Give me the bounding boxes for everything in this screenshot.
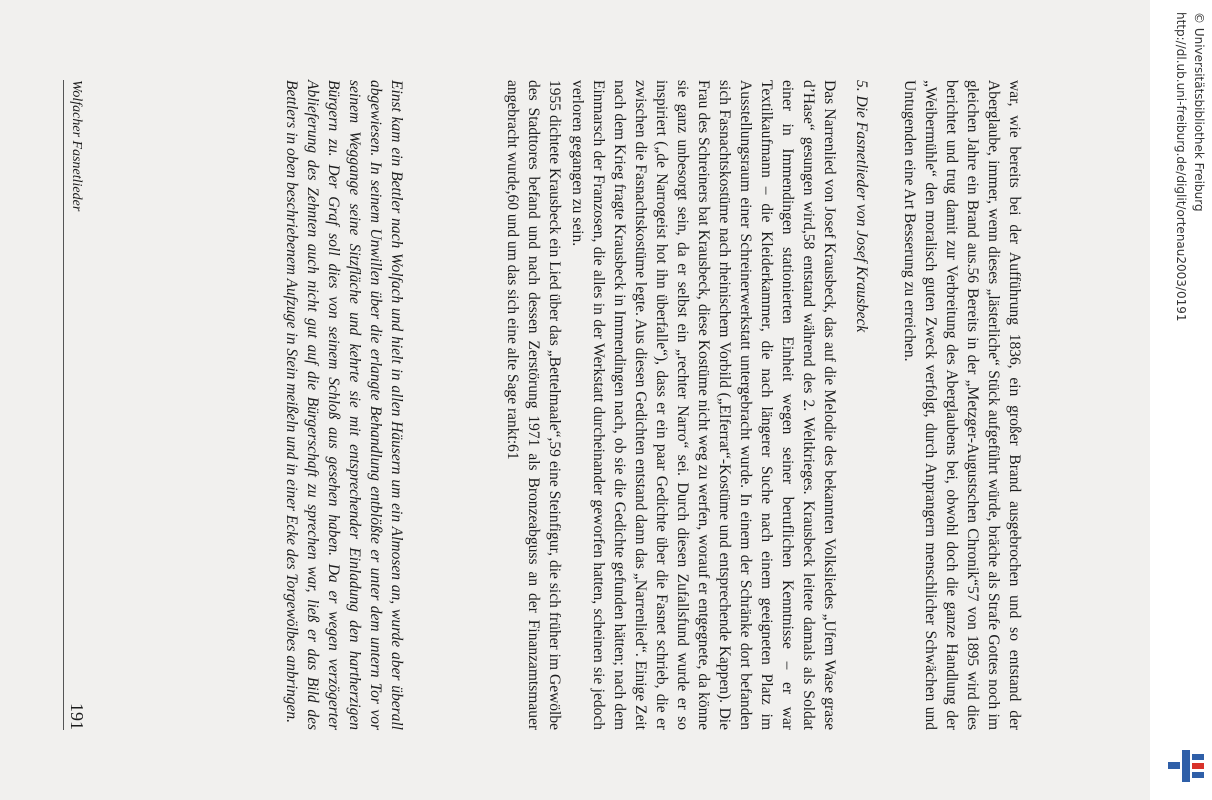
ub-freiburg-logo-icon	[1166, 746, 1206, 786]
paragraph: 1955 dichtete Krausbeck ein Lied über das „Bettelmaale“,59 eine Steinfigur, die sich früher im Gewölbe des Stadttores befand und nach dessen Zerstörung 1971 als Bronzeabguss an der Finanzamtsmauer angebracht wurde,60 und um das sich eine alte Sage rankt:61	[504, 80, 563, 730]
copyright-notice: © Universitätsbibliothek Freiburg	[1192, 12, 1206, 212]
page-number: 191	[67, 703, 87, 730]
section-heading: 5. Die Fasnetlieder von Josef Krausbeck	[853, 80, 870, 333]
quoted-legend: Einst kam ein Bettler nach Wolfach und hielt in allen Häusern um ein Almosen an, wurde aber überall abgewiesen. In seinem Unwillen über die erlangte Behandlung entblößte er unter dem untern Tor vor seinem Weggange seine Sitzfläche und kehrte sie mit entsprechender Einladung den hartherzigen Bürgern zu. Der Graf soll dies von seinem Schloß aus gesehen haben. Da er wegen verzögerter Ablieferung des Zehnten auch nicht gut auf die Bürgerschaft zu sprechen war, ließ er das Bild des Bettlers in oben beschriebenem Aufzuge in Stein meißeln und in einer Ecke des Torgewölbes anbringen.	[283, 80, 405, 730]
source-url-link[interactable]: http://dl.ub.uni-freiburg.de/diglit/ortenau2003/0191	[1174, 12, 1188, 322]
paragraph: war, wie bereits bei der Aufführung 1836, ein großer Brand ausgebrochen und so entstand der Aberglaube, immer, wenn dieses „lästerliche“ Stück aufgeführt würde, bräche als Strafe Gottes noch im gleichen Jahre ein Brand aus.56 Bereits in der „Metzger-Augustschen Chronik“57 von 1895 wird dies berichtet und trug damit zur Verbreitung des Aberglaubens bei, obwohl doch die ganze Handlung der „Weibermühle“ den moralisch guten Zweck verfolgt, durch Anprangern menschlicher Schwächen und Untugenden eine Art Besserung zu erreichen.	[901, 80, 1023, 730]
page-header	[63, 80, 94, 730]
running-head: Wolfacher Fasnetlieder	[69, 80, 84, 212]
paragraph: Das Narrenlied von Josef Krausbeck, das auf die Melodie des bekannten Volksliedes „Ufem Wase grase d’Hase“ gesungen wird,58 entstand während des 2. Weltkrieges. Krausbeck leitete damals als Soldat einer in Immendingen stationierten Einheit wegen seiner beruflichen Kenntnisse – er war Textilkaufmann – die Kleiderkammer, die nach längerer Suche nach einem geeigneten Platz im Ausstellungsraum einer Schreinerwerkstatt untergebracht wurde. In einem der Schränke dort befanden sich Fasnachtskostüme nach rheinischem Vorbild („Elferrat“-Kostüme und entsprechende Kappen). Die Frau des Schreiners bat Krausbeck, diese Kostüme nicht weg zu werfen, worauf er entgegnete, da könne sie ganz unbesorgt sein, da er selbst ein „rechter Narro“ sei. Durch diesen Zufallsfund wurde er so inspiriert („de Narrogeist hot ihn überfalle“), dass er ein paar Gedichte über die Fasnet schrieb, die er zwischen die Fasnachtskostüme legte. Aus diesen Gedichten entstand dann das „Narrenlied“. Einige Zeit nach dem Krieg fragte Krausbeck in Immendingen nach, ob sie die Gedichte gefunden hätten; nach dem Einmarsch der Franzosen, die alles in der Werkstatt durcheinander geworfen hatten, scheinen sie jedoch verloren gegangen zu sein.	[569, 80, 838, 730]
body-text	[95, 80, 1025, 730]
